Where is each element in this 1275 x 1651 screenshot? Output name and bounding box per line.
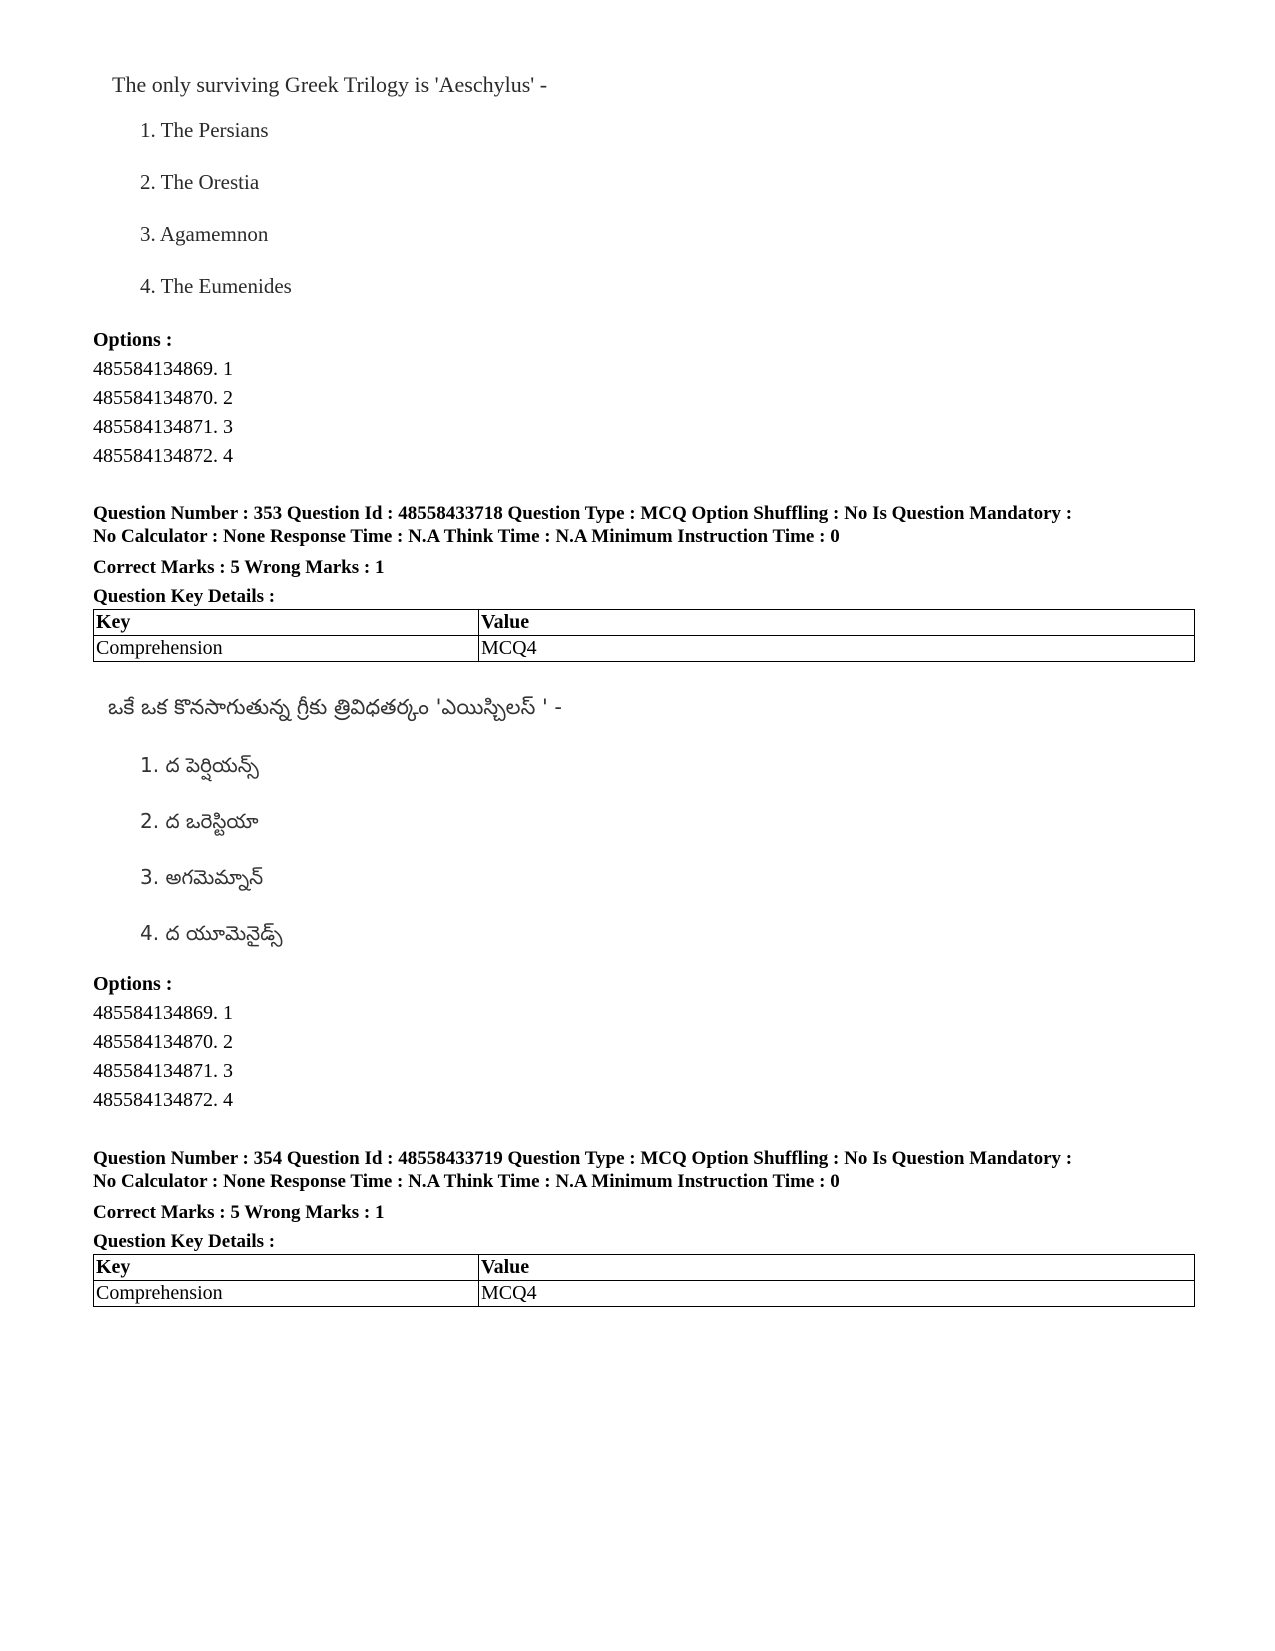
statement-item: 3. అగమెమ్నాన్ (140, 865, 264, 889)
table-header-row (94, 1255, 1195, 1281)
option-item: 485584134869. 1 (93, 358, 233, 380)
statement-item: 4. ద యూమెనైడ్స్ (140, 921, 283, 945)
option-item: 485584134869. 1 (93, 1002, 233, 1024)
option-item: 485584134870. 2 (93, 387, 233, 409)
statement-item: 2. The Orestia (140, 170, 260, 194)
question-meta-line: Question Number : 354 Question Id : 48558433719 Question Type : MCQ Option Shuffling : No Is Question Mandatory : (93, 1148, 1073, 1169)
question-meta-line: Question Number : 353 Question Id : 48558433718 Question Type : MCQ Option Shuffling : No Is Question Mandatory : (93, 503, 1073, 524)
options-block (93, 970, 233, 1115)
table-header-key: Key (94, 1255, 479, 1281)
key-details-table (93, 1254, 1195, 1307)
question-meta (93, 1147, 1193, 1256)
statement-item: 1. The Persians (140, 118, 269, 142)
question-title: ఒకే ఒక కొనసాగుతున్న గ్రీకు త్రివిధతర్కం 'ఎయిస్చిలస్ ' - (108, 695, 563, 719)
table-cell-value: MCQ4 (479, 1281, 1195, 1307)
question-meta-line: No Calculator : None Response Time : N.A Think Time : N.A Minimum Instruction Time : 0 (93, 1171, 840, 1192)
options-label: Options : (93, 329, 173, 351)
option-item: 485584134872. 4 (93, 445, 233, 467)
statement-item: 2. ద ఒరెస్టియా (140, 809, 259, 833)
options-block (93, 326, 233, 471)
table-cell-value: MCQ4 (479, 636, 1195, 662)
question-meta-line: No Calculator : None Response Time : N.A Think Time : N.A Minimum Instruction Time : 0 (93, 526, 840, 547)
table-header-value: Value (479, 610, 1195, 636)
question-meta (93, 502, 1193, 611)
question-telugu-image (92, 695, 562, 961)
table-row (94, 1281, 1195, 1307)
table-header-value: Value (479, 1255, 1195, 1281)
statement-item: 1. ద పెర్షియన్స్ (140, 753, 259, 777)
option-item: 485584134870. 2 (93, 1031, 233, 1053)
option-item: 485584134872. 4 (93, 1089, 233, 1111)
question-statement-list (92, 118, 547, 314)
question-title: The only surviving Greek Trilogy is 'Aeschylus' - (112, 72, 548, 97)
key-details-table (93, 609, 1195, 662)
options-label: Options : (93, 973, 173, 995)
question-marks: Correct Marks : 5 Wrong Marks : 1 (93, 1202, 385, 1223)
statement-item: 4. The Eumenides (140, 274, 292, 298)
key-details-label: Question Key Details : (93, 586, 276, 607)
statement-item: 3. Agamemnon (140, 222, 269, 246)
table-header-key: Key (94, 610, 479, 636)
table-cell-key: Comprehension (94, 1281, 479, 1307)
table-header-row (94, 610, 1195, 636)
option-item: 485584134871. 3 (93, 416, 233, 438)
question-marks: Correct Marks : 5 Wrong Marks : 1 (93, 557, 385, 578)
question-english-image (92, 72, 547, 314)
key-details-label: Question Key Details : (93, 1231, 276, 1252)
table-row (94, 636, 1195, 662)
question-statement-list (92, 753, 562, 961)
option-item: 485584134871. 3 (93, 1060, 233, 1082)
table-cell-key: Comprehension (94, 636, 479, 662)
